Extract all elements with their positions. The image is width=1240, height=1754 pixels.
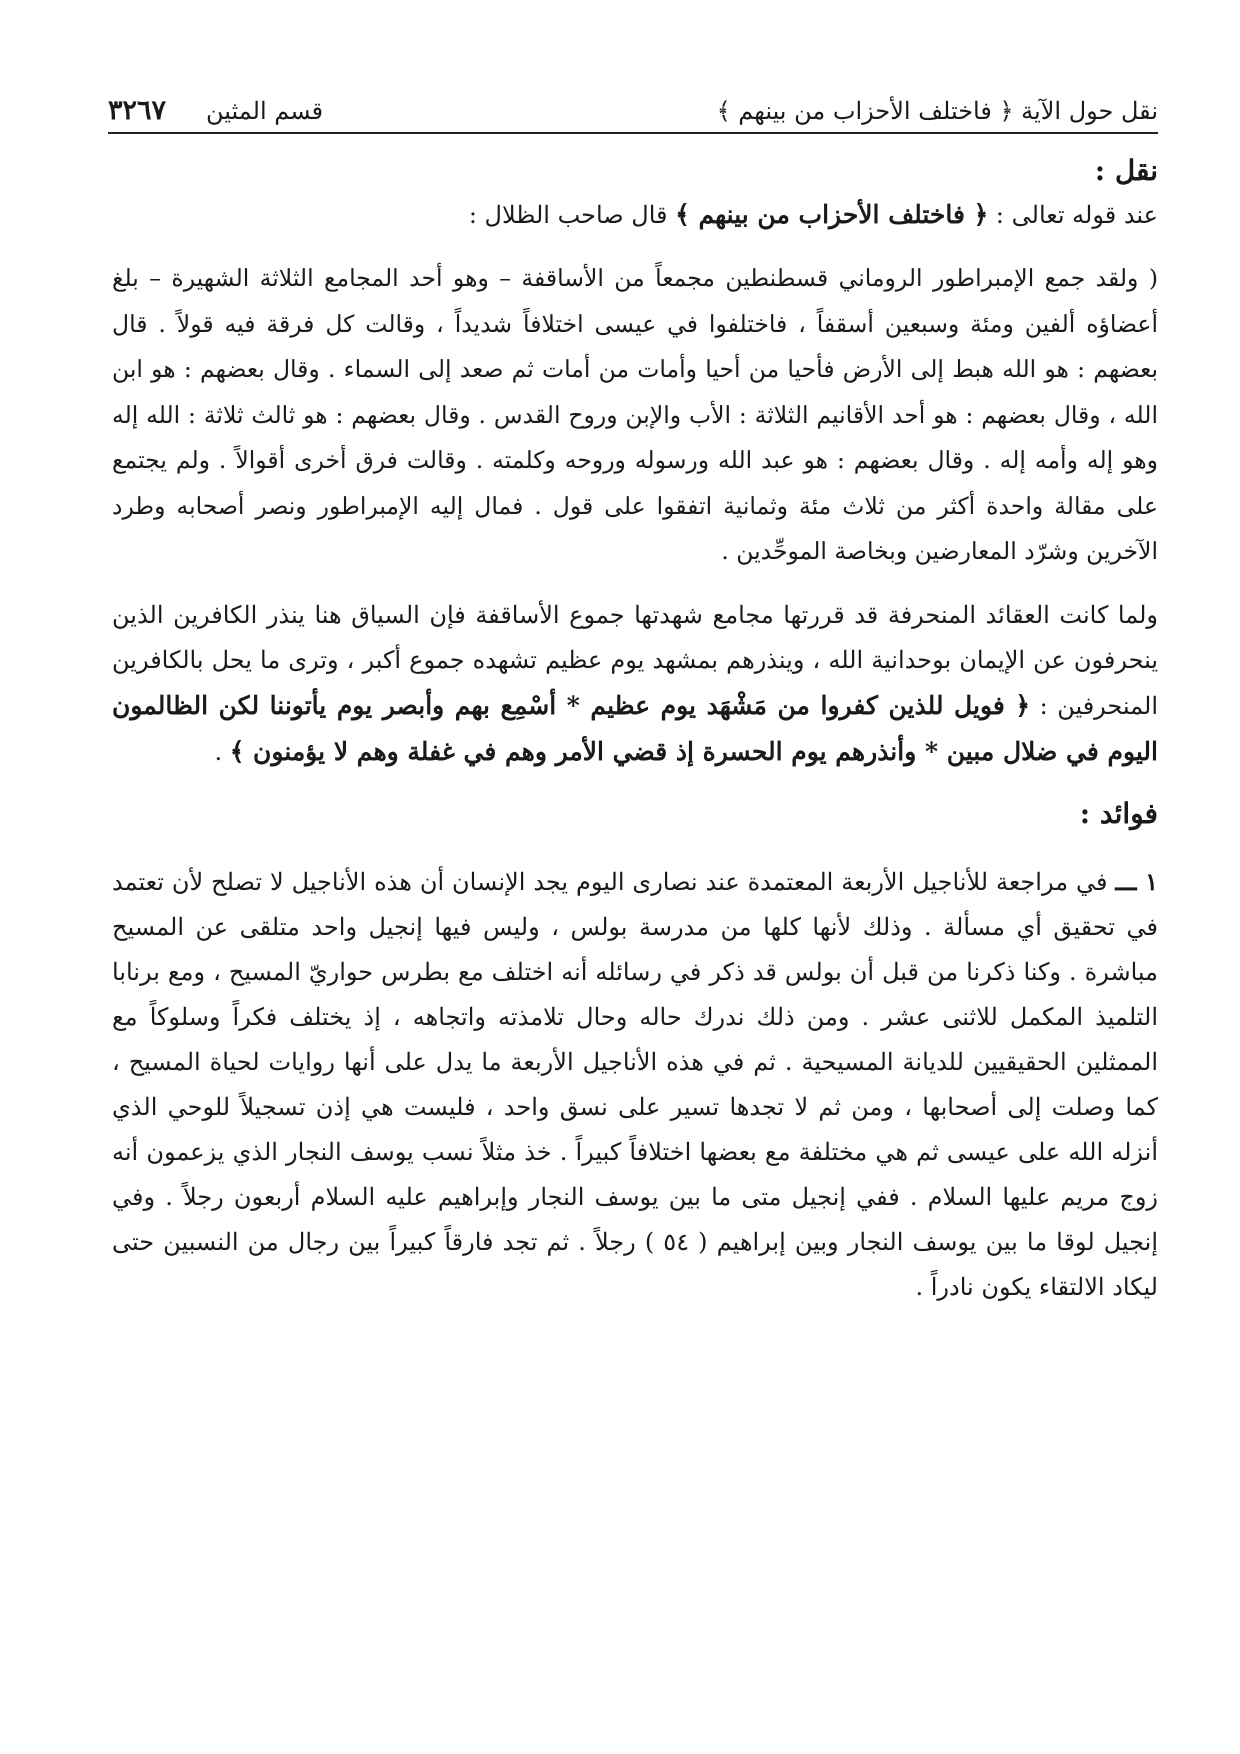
section-label: قسم المثين (206, 97, 324, 125)
fawaid-item-number: ١ ـــ (1115, 866, 1159, 896)
fawaid-item-1 (112, 859, 1158, 1310)
page-number: ٣٢٦٧ (108, 95, 167, 126)
continuation-text: ولما كانت العقائد المنحرفة قد قررتها مجامع شهدتها جموع الأساقفة فإن السياق هنا ينذر الكافرين الذين ينحرفون عن الإيمان بوحدانية الله ، وينذرهم بمشهد يوم عظيم تشهده جموع أكبر ، وترى ما يحل بالكافرين المنحرفين : (112, 600, 1159, 720)
continuation-verse: ﴿ فويل للذين كفروا من مَشْهَد يوم عظيم * أسْمِع بهم وأبصر يوم يأتوننا لكن الظالمون اليوم في ضلال مبين * وأنذرهم يوم الحسرة إذ قضي الأمر وهم في غفلة وهم لا يؤمنون ﴾ (112, 690, 1158, 766)
running-title: نقل حول الآية ﴿ فاختلف الأحزاب من بينهم ﴾ (716, 97, 1158, 125)
continuation-paragraph (112, 593, 1158, 775)
naql-intro-prefix: عند قوله تعالى : (995, 201, 1158, 229)
naql-heading: نقل : (1094, 154, 1158, 187)
fawaid-heading: فوائد : (1079, 796, 1158, 830)
naql-intro-verse: ﴿ فاختلف الأحزاب من بينهم ﴾ (675, 200, 989, 229)
fawaid-item-text: في مراجعة للأناجيل الأربعة المعتمدة عند نصارى اليوم يجد الإنسان أن هذه الأناجيل لا تصلح لأن تعتمد في تحقيق أي مسألة . وذلك لأنها كلها من مدرسة بولس ، وليس فيها إنجيل واحد متلقى عن المسيح مباشرة . وكنا ذكرنا من قبل أن بولس قد ذكر في رسائله أنه اختلف مع بطرس حواريّ المسيح ، ومع برنابا التلميذ المكمل للاثنى عشر . ومن ذلك ندرك حاله وحال تلامذته واتجاهه ، إذ يختلف فكراً وسلوكاً مع الممثلين الحقيقيين للديانة المسيحية . ثم في هذه الأناجيل الأربعة ما يدل على أنها روايات لحياة المسيح ، كما وصلت إلى أصحابها ، ومن ثم لا تجدها تسير على نسق واحد ، فليست هي إذن تسجيلاً للوحي الذي أنزله الله على عيسى ثم هي مختلفة مع بعضها اختلافاً كبيراً . خذ مثلاً نسب يوسف النجار الذي يزعمون أنه زوج مريم عليها السلام . ففي إنجيل متى ما بين يوسف النجار وإبراهيم عليه السلام أربعون رجلاً . وفي إنجيل لوقا ما بين يوسف النجار وبين إبراهيم ( ٥٤ ) رجلاً . ثم تجد فارقاً كبيراً بين رجال من النسبين حتى ليكاد الالتقاء يكون نادراً . (112, 867, 1159, 1301)
naql-intro (112, 192, 1158, 238)
naql-intro-suffix: قال صاحب الظلال : (468, 201, 668, 229)
header-rule (108, 132, 1158, 134)
header-left-group (108, 96, 323, 126)
page-body (112, 150, 1158, 1310)
quote-paragraph: ( ولقد جمع الإمبراطور الروماني قسطنطين مجمعاً من الأساقفة – وهو أحد المجامع الثلاثة الشهيرة – بلغ أعضاؤه ألفين ومئة وسبعين أسقفاً ، فاختلفوا في عيسى اختلافاً شديداً ، وقالت كل فرقة فيه قولاً . قال بعضهم : هو الله هبط إلى الأرض فأحيا من أحيا وأمات من أمات ثم صعد إلى السماء . وقال بعضهم : هو ابن الله ، وقال بعضهم : هو أحد الأقانيم الثلاثة : الأب والإبن وروح القدس . وقال بعضهم : هو ثالث ثلاثة : الله إله وهو إله وأمه إله . وقال بعضهم : هو عبد الله ورسوله وروحه وكلمته . وقالت فرق أخرى أقوالاً . ولم يجتمع على مقالة واحدة أكثر من ثلاث مئة وثمانية اتفقوا على قول . فمال إليه الإمبراطور ونصر أصحابه وطرد الآخرين وشرّد المعارضين وبخاصة الموحِّدين . (112, 264, 1158, 565)
page-header (108, 80, 1158, 126)
continuation-end: . (214, 737, 230, 766)
